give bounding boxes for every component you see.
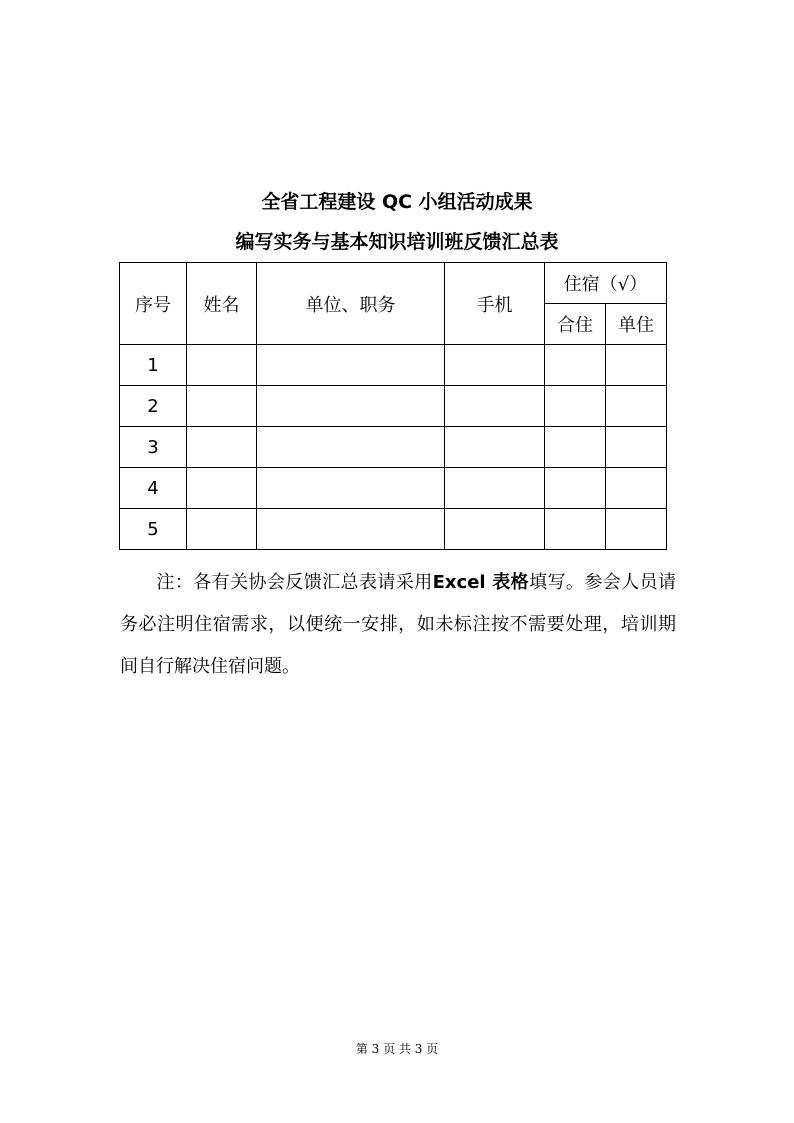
cell-unit (257, 468, 445, 509)
note-prefix: 注：各有关协会反馈汇总表请采用 (156, 572, 433, 593)
note-excel-format: Excel 表格 (432, 572, 530, 593)
header-row-1 (120, 263, 667, 304)
row-index: 4 (120, 468, 187, 509)
header-single: 单住 (606, 304, 667, 345)
cell-phone (445, 427, 545, 468)
header-phone: 手机 (445, 263, 545, 345)
note-paragraph (120, 562, 676, 688)
cell-shared (545, 468, 606, 509)
cell-phone (445, 386, 545, 427)
cell-shared (545, 345, 606, 386)
cell-name (187, 386, 257, 427)
cell-name (187, 468, 257, 509)
cell-single (606, 468, 667, 509)
cell-name (187, 509, 257, 550)
cell-shared (545, 386, 606, 427)
header-unit: 单位、职务 (257, 263, 445, 345)
row-index: 5 (120, 509, 187, 550)
table-row (120, 386, 667, 427)
table-row (120, 509, 667, 550)
cell-single (606, 509, 667, 550)
cell-shared (545, 509, 606, 550)
header-shared: 合住 (545, 304, 606, 345)
cell-shared (545, 427, 606, 468)
cell-unit (257, 427, 445, 468)
document-title-line1: 全省工程建设 QC 小组活动成果 (261, 191, 533, 213)
cell-unit (257, 345, 445, 386)
table-row (120, 345, 667, 386)
cell-phone (445, 468, 545, 509)
row-index: 3 (120, 427, 187, 468)
header-lodging: 住宿（√） (545, 263, 667, 304)
cell-phone (445, 509, 545, 550)
header-index: 序号 (120, 263, 187, 345)
feedback-table (119, 262, 667, 550)
cell-name (187, 427, 257, 468)
cell-phone (445, 345, 545, 386)
cell-unit (257, 509, 445, 550)
table-row (120, 427, 667, 468)
page-footer: 第 3 页 共 3 页 (355, 1042, 439, 1056)
row-index: 1 (120, 345, 187, 386)
table-row (120, 468, 667, 509)
cell-unit (257, 386, 445, 427)
cell-single (606, 345, 667, 386)
row-index: 2 (120, 386, 187, 427)
cell-single (606, 386, 667, 427)
header-name: 姓名 (187, 263, 257, 345)
cell-single (606, 427, 667, 468)
cell-name (187, 345, 257, 386)
document-title-line2: 编写实务与基本知识培训班反馈汇总表 (235, 231, 559, 253)
note-suffix: 填写。参会人员请务必注明住宿需求，以便统一安排，如未标注按不需要处理，培训期间自行解决住宿问题。 (120, 572, 676, 677)
